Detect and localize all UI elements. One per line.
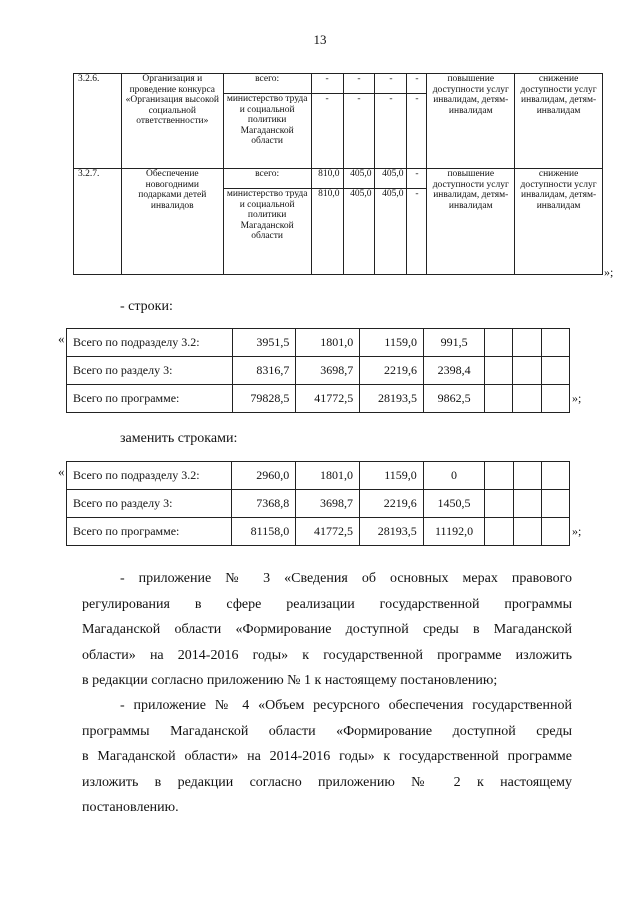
value-cell: 991,5 [423,329,484,357]
expected-result: повышение доступности услуг инвалидам, детям-инвалидам [427,74,515,169]
empty-cell [513,329,541,357]
row-number: 3.2.7. [74,169,122,275]
funding-source: всего: [223,74,311,94]
text-line: Магаданской области «Формирование доступной среды в Магаданской [82,622,572,637]
non-implementation-effect: снижение доступности услуг инвалидам, детям-инвалидам [515,169,603,275]
expected-result: повышение доступности услуг инвалидам, детям-инвалидам [427,169,515,275]
empty-cell [485,357,513,385]
value-cell: 81158,0 [232,518,296,546]
empty-cell [485,518,513,546]
empty-cell [541,490,569,518]
table-row [67,462,570,490]
value-cell: 3698,7 [296,490,360,518]
measures-table [73,73,603,275]
value-cell: 405,0 [375,169,407,189]
value-cell: 1450,5 [423,490,485,518]
table-row [67,490,570,518]
value-cell: 2398,4 [423,357,484,385]
measure-name: Организация и проведение конкурса «Организация высокой социальной ответственности» [121,74,223,169]
empty-cell [485,462,513,490]
value-cell: 3698,7 [296,357,360,385]
value-cell: - [311,94,343,169]
value-cell: - [311,74,343,94]
total-name: Всего по разделу 3: [67,357,233,385]
total-name: Всего по подразделу 3.2: [67,462,232,490]
total-name: Всего по разделу 3: [67,490,232,518]
value-cell: 41772,5 [296,385,360,413]
closing-quote: »; [572,524,582,538]
text-line: - приложение № 3 «Сведения об основных мерах правового [120,571,572,586]
value-cell: 79828,5 [232,385,296,413]
old-totals-table [66,328,570,413]
value-cell: 1801,0 [296,462,360,490]
empty-cell [513,462,541,490]
table-row [74,169,603,189]
empty-cell [541,329,569,357]
value-cell: 405,0 [343,189,375,275]
non-implementation-effect: снижение доступности услуг инвалидам, детям-инвалидам [515,74,603,169]
table-row [67,329,570,357]
closing-quote: »; [604,265,614,279]
row-number: 3.2.6. [74,74,122,169]
value-cell: 1159,0 [360,329,424,357]
opening-quote: « [58,464,65,479]
text-line: программы Магаданской области «Формирование доступной среды [82,723,572,739]
value-cell: 405,0 [375,189,407,275]
value-cell: - [407,94,427,169]
value-cell: 41772,5 [296,518,360,546]
text-line: в Магаданской области» на 2014-2016 годы» к государственной программе [82,749,572,764]
value-cell: - [407,169,427,189]
value-cell: 2219,6 [360,357,424,385]
value-cell: 11192,0 [423,518,485,546]
empty-cell [541,518,569,546]
value-cell: - [375,94,407,169]
value-cell: 3951,5 [232,329,296,357]
text-line: - приложение № 4 «Объем ресурсного обеспечения государственной [120,698,572,713]
value-cell: - [343,74,375,94]
page-number: 13 [313,32,327,47]
table-row [67,357,570,385]
value-cell: 810,0 [311,169,343,189]
text-line: постановлению. [82,800,179,815]
total-name: Всего по программе: [67,385,233,413]
new-totals-table [66,461,570,546]
text-line: области» на 2014-2016 годы» к государственной программе изложить [82,647,572,663]
empty-cell [513,357,541,385]
value-cell: 28193,5 [359,518,423,546]
table-row [67,385,570,413]
total-name: Всего по подразделу 3.2: [67,329,233,357]
value-cell: 0 [423,462,485,490]
value-cell: 1801,0 [296,329,360,357]
empty-cell [485,490,513,518]
value-cell: 9862,5 [423,385,484,413]
measure-name: Обеспечение новогодними подарками детей инвалидов [121,169,223,275]
value-cell: - [407,74,427,94]
value-cell: - [407,189,427,275]
total-name: Всего по программе: [67,518,232,546]
empty-cell [513,385,541,413]
empty-cell [513,518,541,546]
value-cell: 2960,0 [232,462,296,490]
table-row [67,518,570,546]
opening-quote: « [58,331,65,346]
empty-cell [485,385,513,413]
empty-cell [541,385,569,413]
closing-quote: »; [572,391,582,405]
value-cell: 2219,6 [359,490,423,518]
empty-cell [513,490,541,518]
table-row [74,74,603,94]
value-cell: 28193,5 [360,385,424,413]
value-cell: 7368,8 [232,490,296,518]
value-cell: 405,0 [343,169,375,189]
value-cell: - [375,74,407,94]
value-cell: - [343,94,375,169]
paragraph-appendix-4 [82,693,572,821]
label-replace: заменить строками: [120,431,238,446]
text-line: в редакции согласно приложению № 1 к настоящему постановлению; [82,673,498,688]
text-line: изложить в редакции согласно приложению № 2 к настоящему [82,774,572,790]
empty-cell [541,462,569,490]
text-line: регулирования в сфере реализации государственной программы [82,596,572,612]
value-cell: 810,0 [311,189,343,275]
empty-cell [485,329,513,357]
label-rows: - строки: [120,299,173,314]
funding-source: министерство труда и социальной политики Магаданской области [223,94,311,169]
paragraph-appendix-3 [82,566,572,694]
funding-source: министерство труда и социальной политики Магаданской области [223,189,311,275]
value-cell: 8316,7 [232,357,296,385]
funding-source: всего: [223,169,311,189]
empty-cell [541,357,569,385]
value-cell: 1159,0 [359,462,423,490]
